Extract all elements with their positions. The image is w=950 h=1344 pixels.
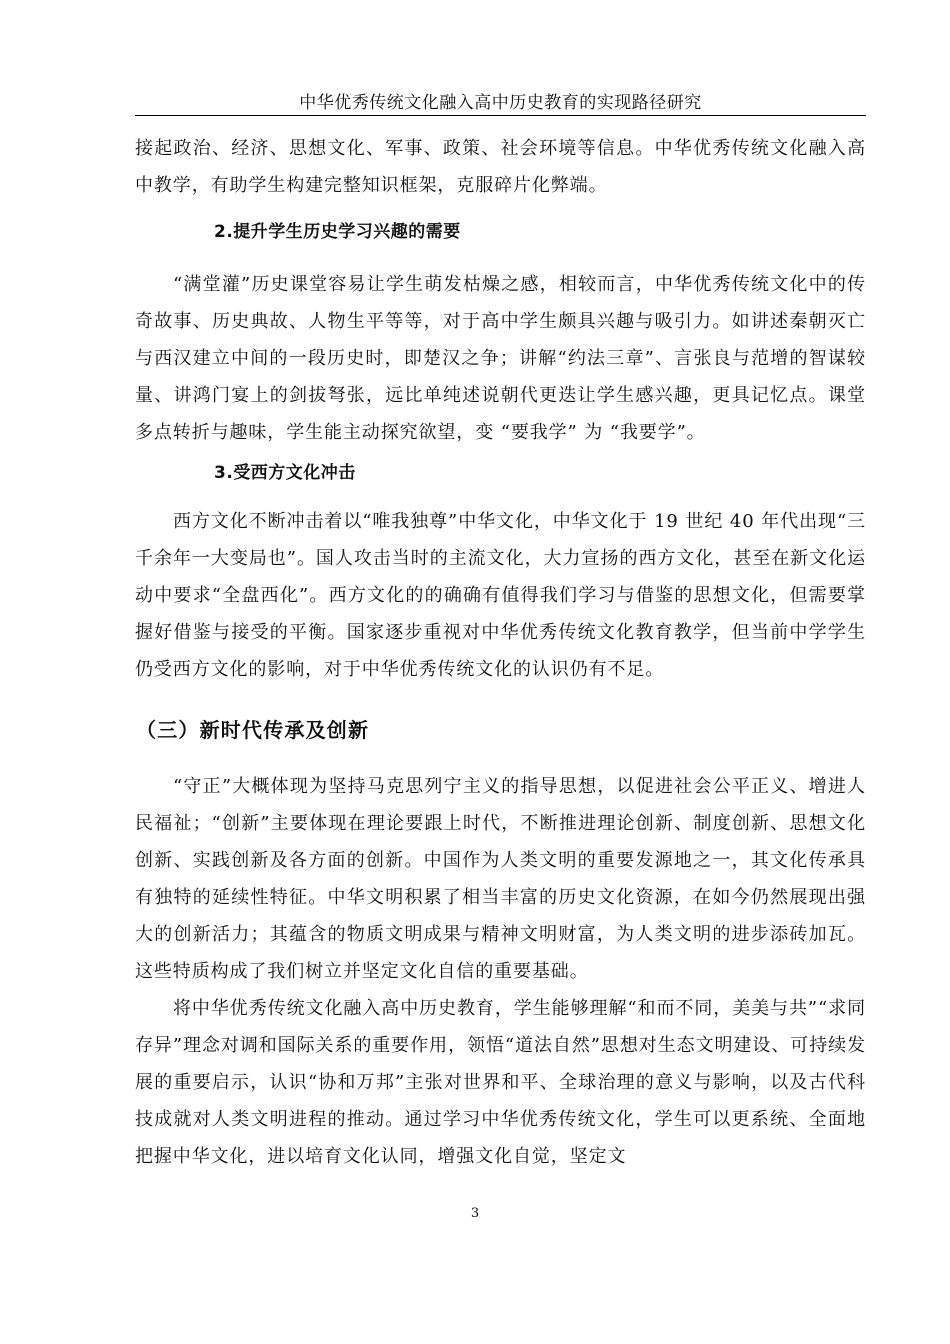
subheading-learning-interest: 2.提升学生历史学习兴趣的需要 xyxy=(214,222,461,242)
section-heading-inheritance-innovation: （三）新时代传承及创新 xyxy=(136,718,370,742)
paragraph-learning-interest: “满堂灌”历史课堂容易让学生萌发枯燥之感，相较而言，中华优秀传统文化中的传奇故事、历史典故、人物生平等等，对于高中学生颇具兴趣与吸引力。如讲述秦朝灭亡与西汉建立中间的一段历史时，即楚汉之争；讲解“约法三章”、言张良与范增的智谋较量、讲鸿门宴上的剑拔弩张，远比单纯述说朝代更迭让学生感兴趣，更具记忆点。课堂多点转折与趣味，学生能主动探究欲望，变 “要我学” 为 “我要学”。 xyxy=(135,274,866,443)
subheading-western-impact: 3.受西方文化冲击 xyxy=(214,463,356,483)
header-rule xyxy=(135,115,866,116)
paragraph-continued: 接起政治、经济、思想文化、军事、政策、社会环境等信息。中华优秀传统文化融入高中教学，有助学生构建完整知识框架，克服碎片化弊端。 xyxy=(135,138,866,196)
running-header: 中华优秀传统文化融入高中历史教育的实现路径研究 xyxy=(299,93,702,113)
paragraph-western-impact: 西方文化不断冲击着以“唯我独尊”中华文化，中华文化于 19 世纪 40 年代出现“三千余年一大变局也”。国人攻击当时的主流文化，大力宣扬的西方文化，甚至在新文化运动中要求“全盘西化”。西方文化的的确确有值得我们学习与借鉴的思想文化，但需要掌握好借鉴与接受的平衡。国家逐步重视对中华优秀传统文化教育教学，但当前中学学生仍受西方文化的影响，对于中华优秀传统文化的认识仍有不足。 xyxy=(135,511,866,680)
paragraph-uphold-innovate: “守正”大概体现为坚持马克思列宁主义的指导思想，以促进社会公平正义、增进人民福祉；“创新”主要体现在理论要跟上时代，不断推进理论创新、制度创新、思想文化创新、实践创新及各方面的创新。中国作为人类文明的重要发源地之一，其文化传承具有独特的延续性特征。中华文明积累了相当丰富的历史文化资源，在如今仍然展现出强大的创新活力；其蕴含的物质文明成果与精神文明财富，为人类文明的进步添砖加瓦。这些特质构成了我们树立并坚定文化自信的重要基础。 xyxy=(135,776,866,982)
paragraph-integration-benefits: 将中华优秀传统文化融入高中历史教育，学生能够理解“和而不同，美美与共”“求同存异”理念对调和国际关系的重要作用，领悟“道法自然”思想对生态文明建设、可持续发展的重要启示，认识“协和万邦”主张对世界和平、全球治理的意义与影响，以及古代科技成就对人类文明进程的推动。通过学习中华优秀传统文化，学生可以更系统、全面地把握中华文化，进以培育文化认同，增强文化自觉，坚定文 xyxy=(135,998,866,1167)
page-number: 3 xyxy=(470,1206,480,1221)
